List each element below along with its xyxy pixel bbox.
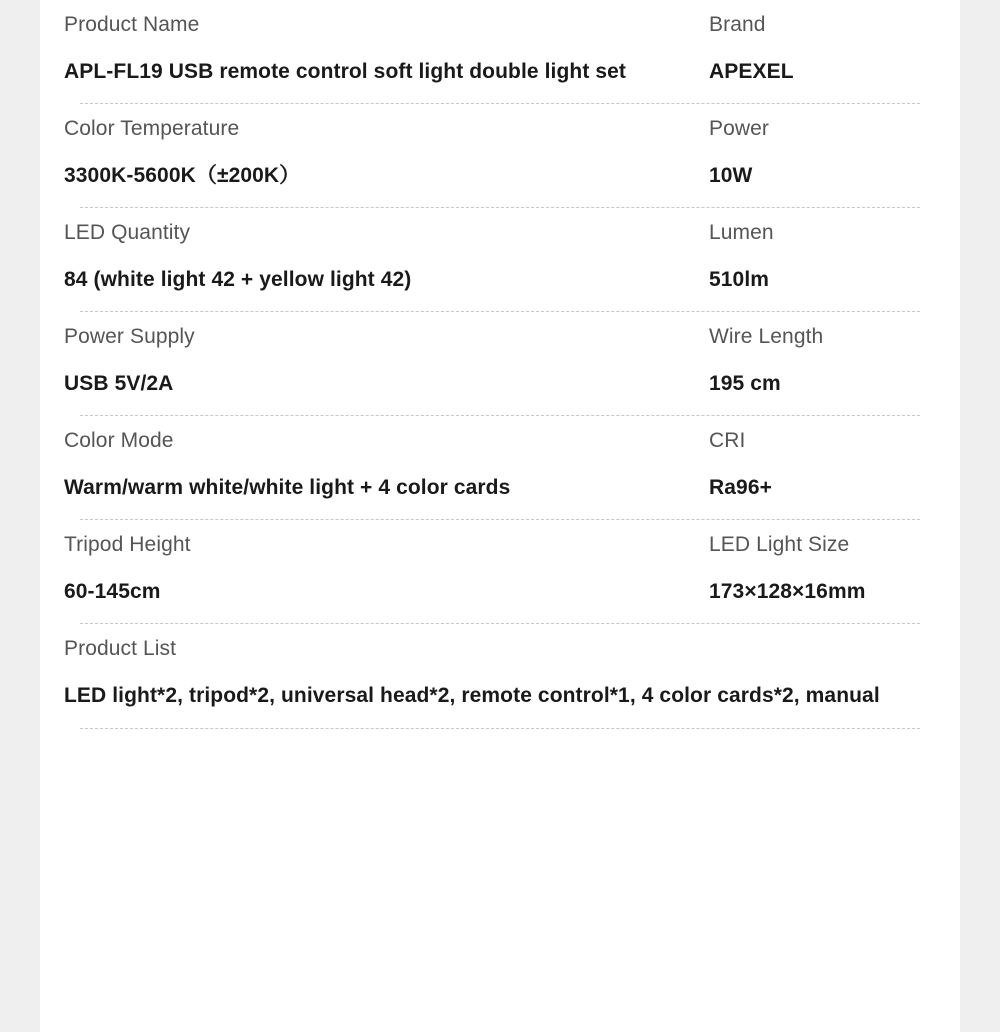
spec-sheet-page	[40, 0, 960, 1032]
table-row	[40, 208, 960, 312]
row-divider	[80, 728, 920, 729]
table-cell-left	[40, 426, 705, 503]
field-value: APEXEL	[709, 60, 794, 83]
field-label: Brand	[709, 13, 766, 36]
table-cell-left	[40, 10, 705, 87]
field-label: Power	[709, 117, 770, 140]
field-label: LED Light Size	[709, 533, 850, 556]
specification-table	[40, 0, 960, 729]
field-value: APL-FL19 USB remote control soft light double light set	[64, 60, 627, 83]
table-cell-right	[705, 218, 960, 295]
field-label: Color Mode	[64, 429, 174, 452]
field-label: Tripod Height	[64, 533, 191, 556]
field-value: 10W	[709, 164, 753, 187]
field-value: 84 (white light 42 + yellow light 42)	[64, 268, 412, 291]
field-label: Product List	[64, 637, 177, 660]
field-label: LED Quantity	[64, 221, 191, 244]
field-value: USB 5V/2A	[64, 372, 174, 395]
field-label: Color Temperature	[64, 117, 240, 140]
field-value: 3300K-5600K（±200K）	[64, 164, 301, 187]
table-row	[40, 520, 960, 624]
field-label: Product Name	[64, 13, 200, 36]
table-row	[40, 312, 960, 416]
table-cell-left	[40, 530, 705, 607]
table-cell-right	[705, 114, 960, 191]
field-value: 173×128×16mm	[709, 580, 866, 603]
field-label: Lumen	[709, 221, 774, 244]
field-value: 60-145cm	[64, 580, 161, 603]
field-label: CRI	[709, 429, 746, 452]
table-row	[40, 624, 960, 729]
table-cell-left	[40, 114, 705, 191]
table-cell-left	[40, 218, 705, 295]
table-cell-left	[40, 322, 705, 399]
table-row	[40, 104, 960, 208]
field-label: Wire Length	[709, 325, 824, 348]
field-value: 195 cm	[709, 372, 781, 395]
table-row	[40, 416, 960, 520]
table-row	[40, 0, 960, 104]
table-cell-full	[40, 634, 960, 711]
field-label: Power Supply	[64, 325, 195, 348]
table-cell-right	[705, 10, 960, 87]
table-cell-right	[705, 530, 960, 607]
field-value: LED light*2, tripod*2, universal head*2, remote control*1, 4 color cards*2, manual	[64, 684, 880, 707]
field-value: Ra96+	[709, 476, 772, 499]
field-value: Warm/warm white/white light + 4 color cards	[64, 476, 511, 499]
table-cell-right	[705, 322, 960, 399]
field-value: 510lm	[709, 268, 770, 291]
table-cell-right	[705, 426, 960, 503]
